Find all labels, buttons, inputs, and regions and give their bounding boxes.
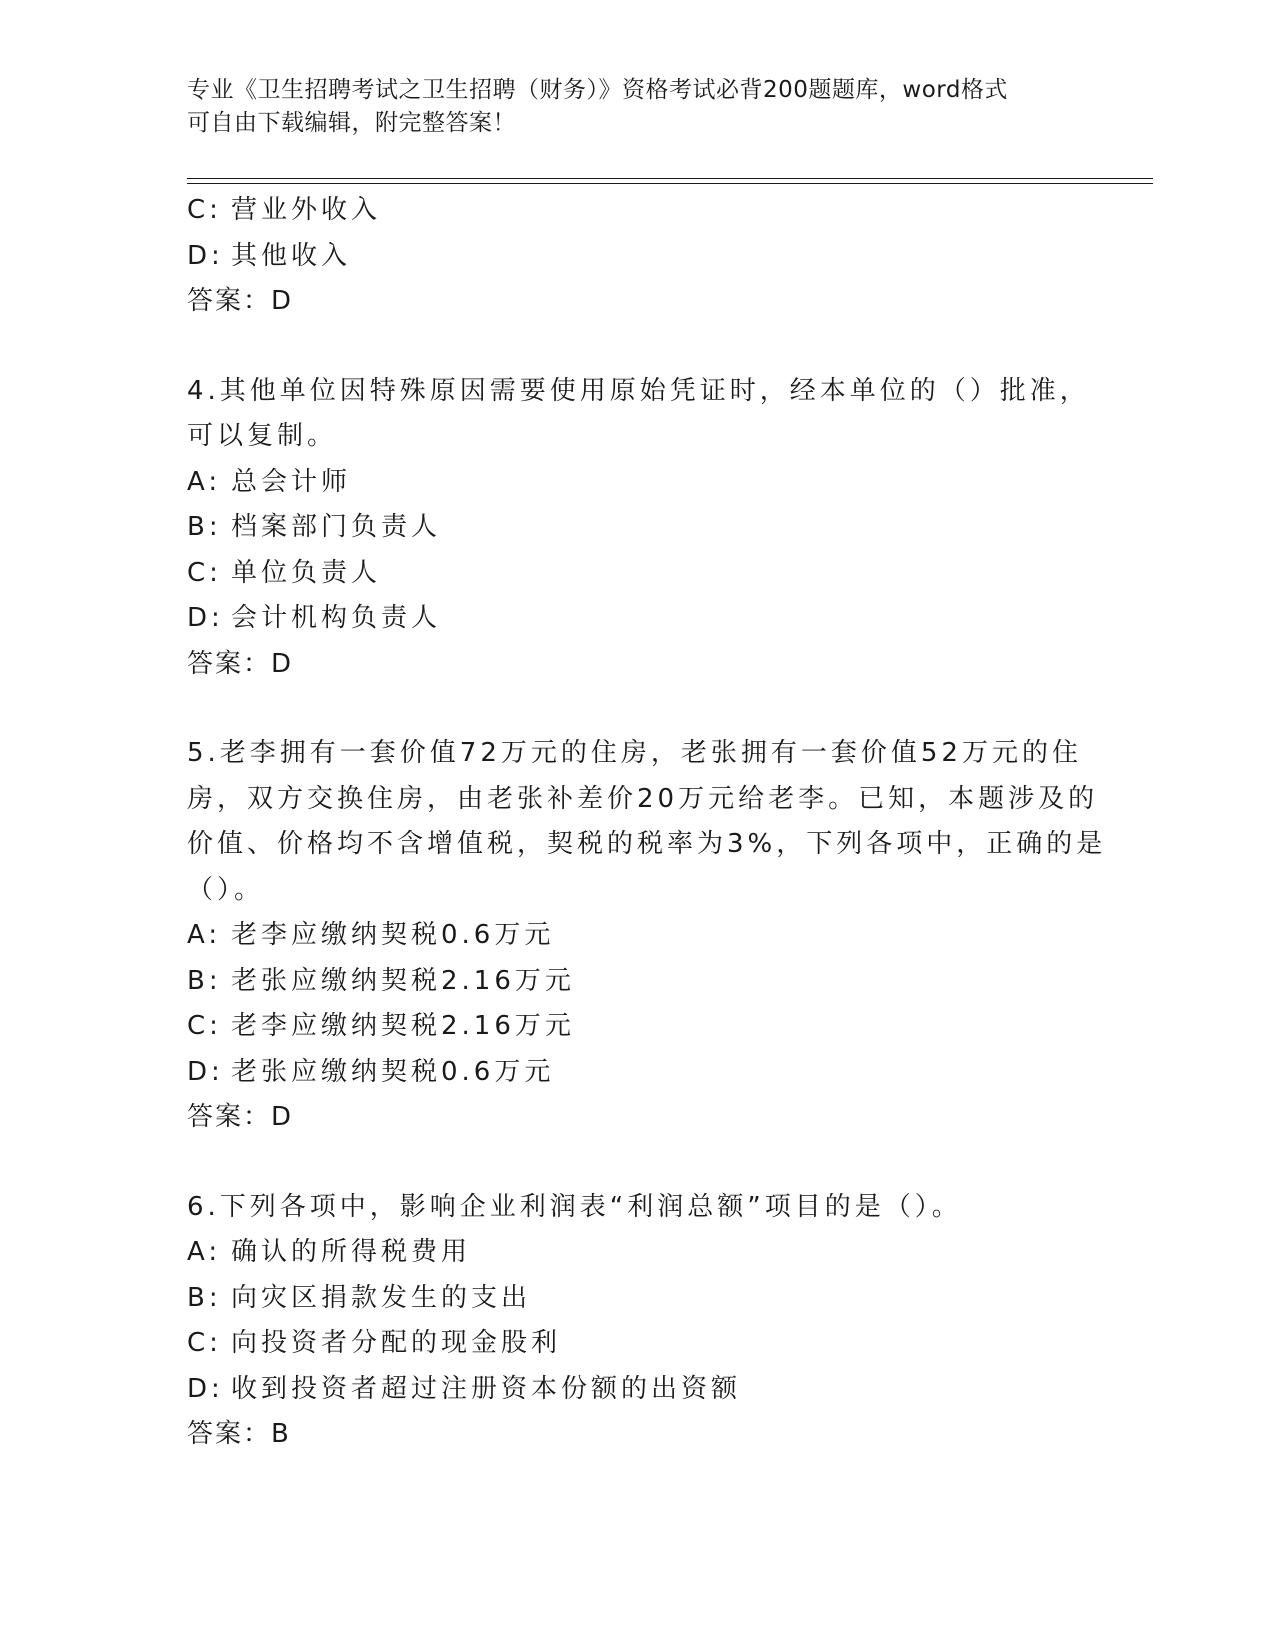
option-text: 向灾区捐款发生的支出 <box>231 1282 532 1313</box>
option-text: 会计机构负责人 <box>231 603 442 633</box>
option-text: 总会计师 <box>231 466 352 497</box>
option-a <box>187 460 1087 506</box>
question-stem-line: 4.其他单位因特殊原因需要使用原始凭证时，经本单位的（）批准， <box>187 375 1090 406</box>
option-a <box>187 913 1087 959</box>
option-d <box>187 234 1087 280</box>
question-block-5 <box>187 731 1107 1141</box>
option-text: 档案部门负责人 <box>231 512 442 542</box>
option-letter: B: <box>187 965 222 996</box>
spacer <box>187 687 1087 731</box>
header-rule-bottom <box>187 183 1153 184</box>
option-letter: D: <box>187 1056 224 1087</box>
option-b <box>187 505 1087 551</box>
option-letter: B: <box>187 1282 222 1313</box>
option-text: 单位负责人 <box>231 557 382 588</box>
option-letter: D: <box>187 1373 224 1404</box>
option-letter: A: <box>187 466 222 497</box>
answer-line: 答案：D <box>187 648 294 679</box>
option-letter: A: <box>187 920 222 950</box>
document-header <box>187 74 1087 140</box>
question-stem-line: 房，双方交换住房，由老张补差价20万元给老李。已知，本题涉及的 <box>187 783 1099 814</box>
option-letter: C: <box>187 1011 222 1041</box>
option-letter: A: <box>187 1237 222 1267</box>
option-d <box>187 596 1087 642</box>
option-a <box>187 1230 1087 1276</box>
option-text: 确认的所得税费用 <box>231 1237 472 1267</box>
option-letter: C: <box>187 557 222 588</box>
spacer <box>187 325 1087 369</box>
option-c <box>187 188 1087 234</box>
option-letter: D: <box>187 240 224 271</box>
option-text: 向投资者分配的现金股利 <box>231 1328 562 1358</box>
option-letter: C: <box>187 195 222 225</box>
header-line-2: 可自由下载编辑，附完整答案！ <box>187 110 516 136</box>
header-line-1: 专业《卫生招聘考试之卫生招聘（财务）》资格考试必背200题题库，word格式 <box>187 77 1008 103</box>
option-text: 营业外收入 <box>231 195 382 225</box>
option-text: 老李应缴纳契税2.16万元 <box>231 1011 575 1041</box>
option-b <box>187 959 1087 1005</box>
answer-line: 答案：D <box>187 286 294 316</box>
option-c <box>187 1004 1087 1050</box>
question-stem-line: 5.老李拥有一套价值72万元的住房，老张拥有一套价值52万元的住 <box>187 738 1082 768</box>
option-text: 其他收入 <box>231 240 352 271</box>
question-block-6 <box>187 1185 1087 1458</box>
option-text: 老张应缴纳契税0.6万元 <box>231 1056 555 1087</box>
answer-line: 答案：D <box>187 1102 294 1132</box>
question-stem-line: 可以复制。 <box>187 421 338 451</box>
header-rule-top <box>187 178 1153 179</box>
answer-line: 答案：B <box>187 1419 291 1449</box>
option-letter: C: <box>187 1328 222 1358</box>
document-body <box>187 188 1107 1458</box>
question-stem-line: （）。 <box>187 874 265 905</box>
option-text: 收到投资者超过注册资本份额的出资额 <box>231 1373 742 1404</box>
option-text: 老李应缴纳契税0.6万元 <box>231 920 555 950</box>
option-letter: B: <box>187 512 222 542</box>
option-text: 老张应缴纳契税2.16万元 <box>231 965 575 996</box>
question-stem-line: 6.下列各项中，影响企业利润表“利润总额”项目的是（）。 <box>187 1191 962 1222</box>
option-c <box>187 1321 1087 1367</box>
option-c <box>187 551 1087 597</box>
option-letter: D: <box>187 603 224 633</box>
question-block-prev <box>187 188 1087 325</box>
option-d <box>187 1050 1087 1096</box>
spacer <box>187 1141 1087 1185</box>
option-d <box>187 1367 1087 1413</box>
option-b <box>187 1276 1087 1322</box>
question-stem-line: 价值、价格均不含增值税，契税的税率为3%，下列各项中，正确的是 <box>187 829 1107 859</box>
question-block-4 <box>187 369 1090 688</box>
